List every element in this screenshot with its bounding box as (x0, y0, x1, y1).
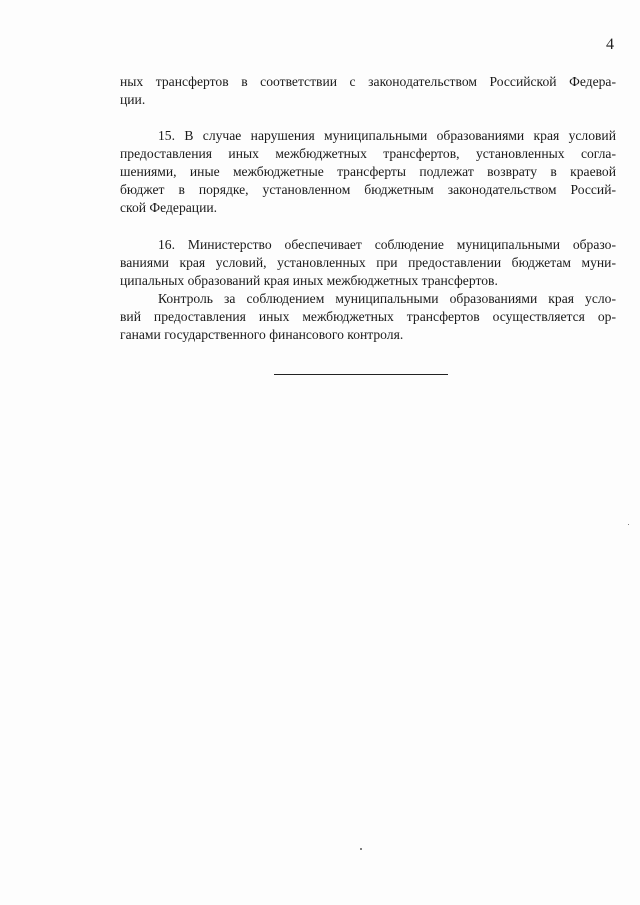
text-line: 15. В случае нарушения муниципальными образованиями края условий (158, 128, 616, 143)
text-line: вий предоставления иных межбюджетных трансфертов осуществляется ор- (120, 309, 616, 324)
text-line: ганами государственного финансового контроля. (120, 327, 404, 342)
text-line: шениями, иные межбюджетные трансферты подлежат возврату в краевой (120, 164, 616, 179)
paragraph-continuation (120, 73, 616, 109)
text-line: ципальных образований края иных межбюджетных трансфертов. (120, 273, 498, 288)
paragraph-item-15 (120, 127, 616, 217)
paragraph-item-16 (120, 236, 616, 290)
paragraph-control (120, 290, 616, 344)
text-line: ных трансфертов в соответствии с законодательством Российской Федера- (120, 74, 616, 89)
text-line: бюджет в порядке, установленном бюджетным законодательством Россий- (120, 182, 616, 197)
page-number: 4 (606, 36, 614, 53)
text-line: Контроль за соблюдением муниципальными образованиями края усло- (158, 291, 616, 306)
end-separator-line (274, 374, 448, 375)
scan-speck (628, 524, 629, 525)
text-line: ваниями края условий, установленных при предоставлении бюджетам муни- (120, 255, 616, 270)
text-line: 16. Министерство обеспечивает соблюдение муниципальными образо- (158, 237, 616, 252)
scan-speck (360, 848, 362, 850)
text-line: ции. (120, 92, 146, 107)
text-line: предоставления иных межбюджетных трансфертов, установленных согла- (120, 146, 616, 161)
text-line: ской Федерации. (120, 200, 218, 215)
